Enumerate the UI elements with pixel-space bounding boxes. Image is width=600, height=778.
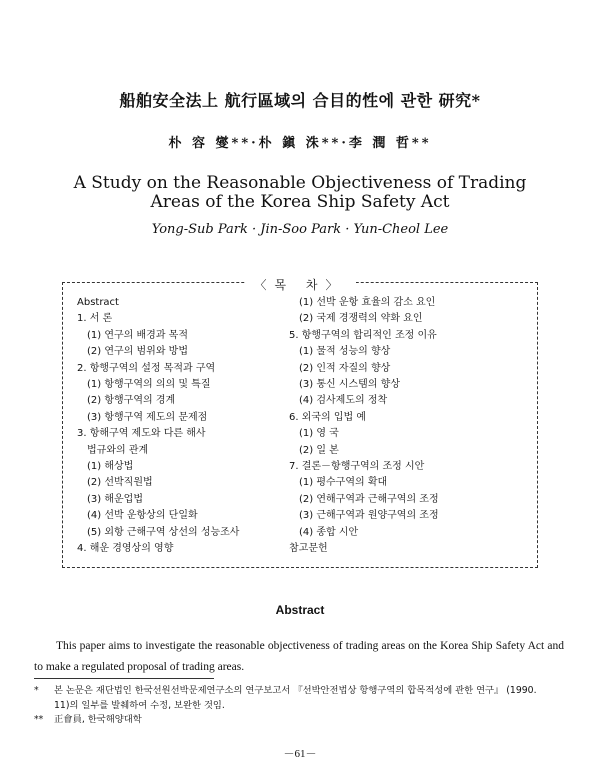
toc-item: (1) 선박 운항 효율의 감소 요인	[299, 297, 436, 308]
toc-item: 6. 외국의 입법 예	[289, 411, 367, 423]
toc-heading	[63, 274, 537, 293]
toc-item: (1) 항행구역의 의의 및 특질	[87, 379, 211, 391]
toc-item: (1) 평수구역의 확대	[299, 477, 388, 489]
toc-item: (2) 국제 경쟁력의 약화 요인	[299, 313, 423, 325]
toc-item: 2. 항행구역의 설정 목적과 구역	[77, 362, 216, 374]
toc-item: (2) 선박직원법	[87, 477, 153, 489]
authors-english: Yong-Sub Park · Jin-Soo Park · Yun-Cheol Lee	[151, 222, 449, 237]
toc-item: (4) 선박 운항상의 단일화	[87, 510, 198, 522]
toc-item: 법규와의 관계	[87, 444, 149, 456]
toc-item: (2) 연구의 범위와 방법	[87, 346, 188, 358]
toc-item: (2) 연해구역과 근해구역의 조정	[299, 493, 439, 505]
toc-item: (1) 연구의 배경과 목적	[87, 329, 188, 341]
toc-item: (3) 통신 시스템의 향상	[299, 379, 400, 391]
authors-korean: 朴 容 燮**·朴 鎭 洙**·李 潤 哲**	[168, 136, 432, 151]
toc-item: 3. 항해구역 제도와 다른 해사	[77, 428, 206, 440]
toc-heading-label: 〈목 차〉	[245, 278, 356, 292]
toc-item: (2) 일 본	[299, 444, 339, 456]
toc-right-column	[289, 295, 439, 558]
toc-item: (1) 해상법	[87, 461, 134, 473]
title-english-line-1: A Study on the Reasonable Objectiveness of Trading	[73, 173, 527, 193]
toc-item: Abstract	[77, 297, 119, 308]
toc-item: (1) 영 국	[299, 428, 339, 440]
toc-item: 1. 서 론	[77, 313, 113, 325]
page-number: －61－	[283, 748, 317, 760]
abstract-heading: Abstract	[275, 603, 325, 617]
toc-item: (3) 항행구역 제도의 문제점	[87, 411, 208, 423]
title-korean: 船舶安全法上 航行區域의 合目的性에 관한 研究*	[119, 91, 481, 110]
footnote-2-mark: **	[34, 714, 44, 725]
footnote-1	[34, 683, 554, 713]
title-english	[0, 174, 600, 212]
table-of-contents	[62, 278, 538, 568]
toc-item: (4) 검사제도의 정착	[299, 395, 388, 407]
footnote-1-mark: *	[34, 685, 39, 696]
title-english-line-2: Areas of the Korea Ship Safety Act	[150, 192, 450, 212]
toc-item: (2) 항행구역의 경계	[87, 395, 176, 407]
toc-item: (4) 종합 시안	[299, 526, 359, 538]
footnote-2-text: 正會員, 한국해양대학	[54, 714, 142, 725]
footnote-divider	[34, 678, 214, 679]
footnote-1-text: 본 논문은 재단법인 한국선원선박문제연구소의 연구보고서 『선박안전법상 항행구역의 합목적성에 관한 연구』 (1990. 11)의 일부를 발췌하여 수정, 보완한 것임.	[54, 685, 537, 711]
toc-item: 5. 항행구역의 합리적인 조정 이유	[289, 329, 437, 341]
toc-item: (3) 해운업법	[87, 493, 143, 505]
toc-item: (5) 외항 근해구역 상선의 성능조사	[87, 526, 240, 538]
toc-item: 4. 해운 경영상의 영향	[77, 543, 174, 555]
toc-left-column	[77, 295, 239, 558]
toc-item: (3) 근해구역과 원양구역의 조정	[299, 510, 439, 522]
toc-item: 참고문헌	[289, 543, 328, 555]
abstract-text: This paper aims to investigate the reasonable objectiveness of trading areas on the Korea Ship Safety Act and to make a regulated proposal of trading areas.	[34, 640, 564, 673]
toc-item: (1) 물적 성능의 향상	[299, 346, 391, 358]
toc-item: 7. 결론－항행구역의 조정 시안	[289, 461, 425, 473]
toc-item: (2) 인적 자질의 향상	[299, 362, 391, 374]
footnote-2	[34, 712, 554, 727]
